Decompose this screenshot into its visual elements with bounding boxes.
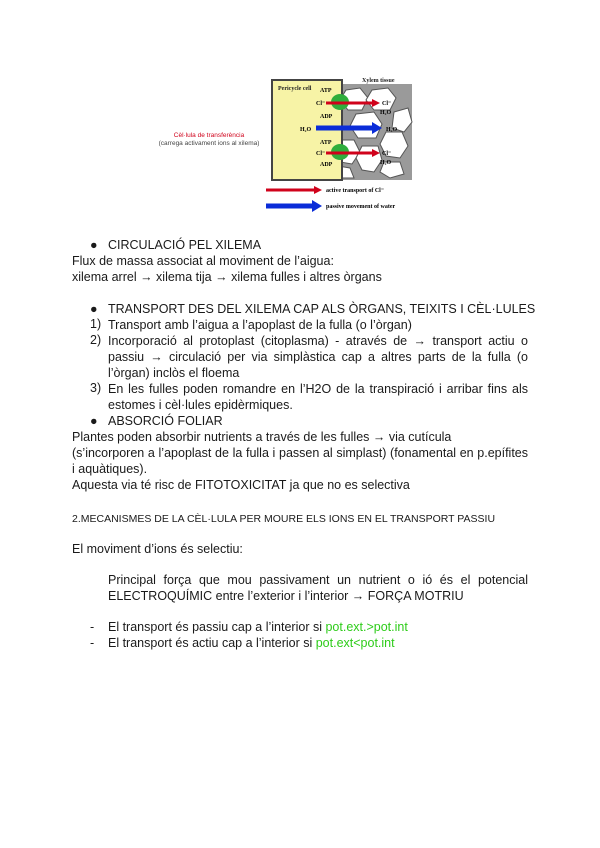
foliar-line-3: Aquesta via té risc de FITOTOXICITAT ja que no es selectiva: [72, 478, 410, 492]
principal-forca-paragraph: Principal força que mou passivament un nutrient o ió és el potencial ELECTROQUÍMIC entre l’exterior i l’interior → FORÇA MOTRIU: [108, 573, 528, 603]
cl-right-bottom: Cl⁻: [382, 151, 392, 157]
legend-passive-label: passive movement of water: [326, 204, 396, 210]
dash-marker: -: [90, 636, 95, 650]
list-number: 3): [90, 381, 102, 395]
dash-item-passiu-content: [108, 619, 408, 635]
pericycle-label: Pericycle cell: [278, 86, 312, 92]
adp-label-top: ADP: [320, 114, 333, 120]
cl-right-top: Cl⁻: [382, 101, 392, 107]
potential-condition-passiu: pot.ext.>pot.int: [325, 620, 408, 634]
h2o-right-top: H₂O: [380, 110, 392, 116]
xylem-tissue-label: Xylem tissue: [362, 78, 395, 84]
h2o-right-mid: H₂O: [386, 127, 398, 133]
list-number: 2): [90, 333, 102, 347]
caption-title: Cèl·lula de transferència: [173, 132, 245, 139]
legend-active-label: active transport of Cl⁻: [326, 188, 384, 194]
legend-active-arrowhead: [314, 186, 322, 194]
bullet-absorcio-text: ABSORCIÓ FOLIAR: [108, 414, 223, 428]
dash-item-actiu-content: [108, 635, 395, 651]
flux-line: Flux de massa associat al moviment de l’aigua:: [72, 254, 334, 268]
bullet-dot: ●: [90, 414, 98, 428]
list-item-1: Transport amb l’aigua a l’apoplast de la fulla (o l’òrgan): [108, 318, 412, 332]
bullet-dot: ●: [90, 302, 98, 316]
legend-passive-arrowhead: [312, 200, 322, 212]
section-heading-mecanismes: 2.MECANISMES DE LA CÈL·LULA PER MOURE ELS IONS EN EL TRANSPORT PASSIU: [72, 513, 496, 525]
h2o-left: H₂O: [300, 127, 312, 133]
h2o-right-bottom: H₂O: [380, 160, 392, 166]
xilema-path-line: xilema arrel → xilema tija → xilema fulles i altres òrgans: [72, 270, 382, 284]
bullet-transport-text: TRANSPORT DES DEL XILEMA CAP ALS ÒRGANS, TEIXITS I CÈL·LULES: [108, 302, 536, 316]
xylem-transport-figure: [150, 74, 440, 220]
dash-marker: -: [90, 620, 95, 634]
dash-item-passiu-text: El transport és passiu cap a l’interior si: [108, 620, 326, 634]
cl-left-top: Cl⁻: [316, 101, 326, 107]
bullet-circulacio-text: CIRCULACIÓ PEL XILEMA: [108, 238, 262, 252]
caption-subtitle: (carrega activament ions al xilema): [158, 140, 260, 147]
cl-left-bottom: Cl⁻: [316, 151, 326, 157]
foliar-line-2: (s’incorporen a l’apoplast de la fulla i passen al simplast) (fonamental en p.epífites i aquàtiques).: [72, 446, 528, 476]
moviment-intro: El moviment d’ions és selectiu:: [72, 542, 243, 556]
dash-item-actiu-text: El transport és actiu cap a l’interior si: [108, 636, 316, 650]
bullet-dot: ●: [90, 238, 98, 252]
potential-condition-actiu: pot.ext<pot.int: [315, 636, 395, 650]
atp-label-bottom: ATP: [320, 140, 332, 146]
atp-label-top: ATP: [320, 88, 332, 94]
list-number: 1): [90, 317, 102, 331]
foliar-line-1: Plantes poden absorbir nutrients a través de les fulles → via cutícula: [72, 430, 452, 444]
list-item-3: En les fulles poden romandre en l’H2O de la transpiració i arribar fins als estomes i cèl·lules epidèrmiques.: [108, 382, 528, 412]
list-item-2: Incorporació al protoplast (citoplasma) - através de → transport actiu o passiu → circulació per via simplàstica cap a altres parts de la fulla (o l’òrgan) inclòs el floema: [108, 334, 528, 380]
adp-label-bottom: ADP: [320, 162, 333, 168]
